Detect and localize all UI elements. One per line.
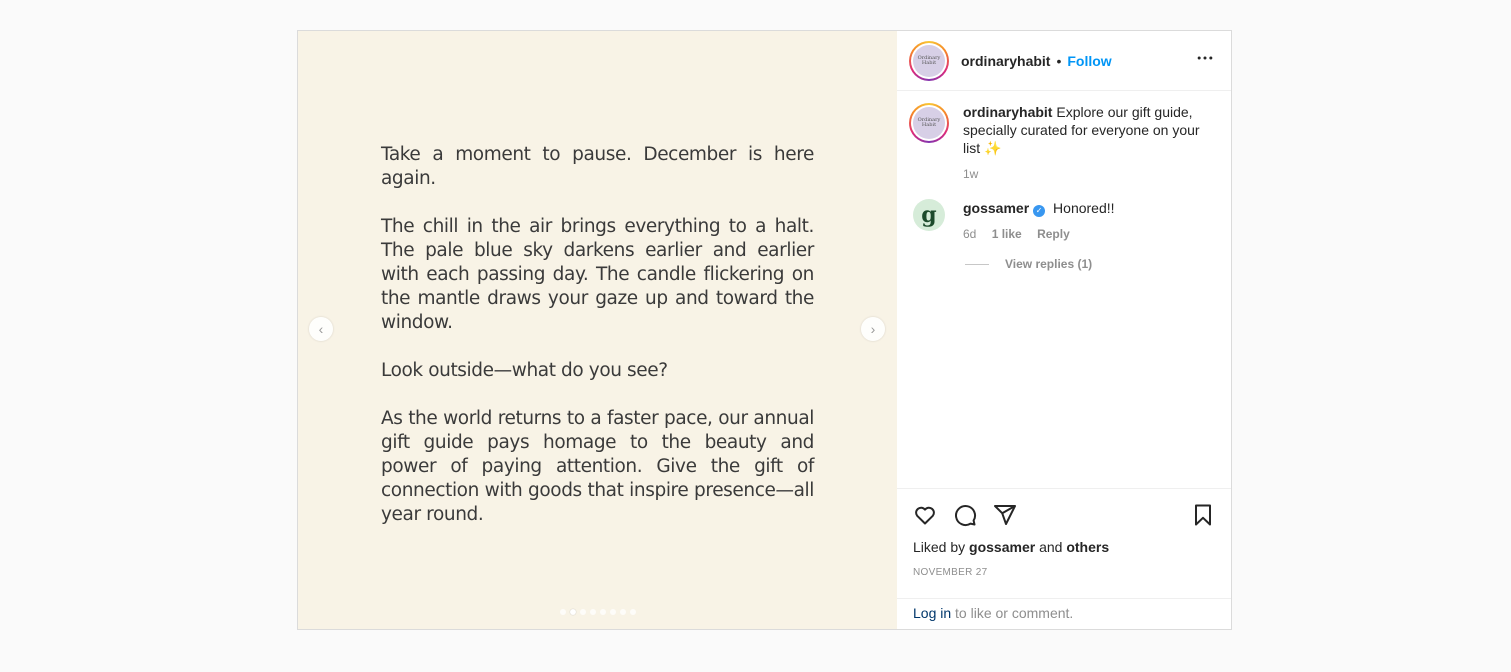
caption-time[interactable]: 1w	[963, 167, 979, 181]
actions-section	[897, 488, 1231, 598]
slide-indicator	[560, 609, 636, 615]
comments-section	[897, 91, 1231, 488]
liked-by	[913, 539, 1215, 555]
comment-username[interactable]: gossamer	[963, 200, 1030, 216]
separator-dot: •	[1056, 52, 1062, 69]
avatar[interactable]	[909, 41, 949, 81]
slide-dot	[630, 609, 636, 615]
slide-paragraph: The chill in the air brings everything to a halt. The pale blue sky darkens earlier and earlier with each passing day. The candle flickering on the mantle draws your gaze up and toward the window.	[381, 216, 814, 333]
comment-time[interactable]: 6d	[963, 227, 977, 241]
slide-paragraph: Look outside—what do you see?	[381, 360, 668, 381]
comment-meta	[963, 225, 1213, 243]
chevron-right-icon: ›	[870, 321, 876, 337]
verified-badge-icon: ✓	[1033, 205, 1045, 217]
slide-dot	[570, 609, 576, 615]
share-icon[interactable]	[993, 503, 1017, 527]
login-link[interactable]: Log in	[913, 605, 952, 621]
slide-paragraph: Take a moment to pause. December is here again.	[381, 144, 814, 189]
liked-by-others[interactable]: others	[1066, 539, 1110, 555]
slide-dot	[620, 609, 626, 615]
post-header	[897, 31, 1231, 91]
caption-username[interactable]: ordinaryhabit	[963, 104, 1053, 120]
slide-dot	[580, 609, 586, 615]
avatar-logo: Ordinary Habit	[913, 45, 945, 77]
post-media[interactable]	[298, 31, 897, 629]
header-username[interactable]: ordinaryhabit	[961, 52, 1051, 69]
liked-by-user[interactable]: gossamer	[969, 539, 1036, 555]
replies-divider	[965, 264, 989, 265]
caption-body	[963, 103, 1213, 183]
post-container	[297, 30, 1232, 630]
login-prompt	[897, 598, 1231, 629]
view-replies-button[interactable]	[965, 257, 1215, 271]
avatar-frame	[911, 43, 947, 79]
previous-slide-button[interactable]	[309, 317, 333, 341]
slide-dot	[610, 609, 616, 615]
reply-button[interactable]: Reply	[1037, 227, 1070, 241]
action-icons	[913, 497, 1215, 533]
slide-text	[381, 143, 814, 551]
bookmark-icon[interactable]	[1191, 503, 1215, 527]
avatar-frame	[911, 105, 947, 141]
liked-by-prefix: Liked by	[913, 539, 966, 555]
comment-icon[interactable]	[953, 503, 977, 527]
chevron-left-icon: ‹	[318, 321, 324, 337]
comment-text: Honored!!	[1053, 200, 1115, 216]
heart-icon[interactable]	[913, 503, 937, 527]
comment-body	[963, 199, 1213, 243]
slide-dot	[600, 609, 606, 615]
view-replies-label: View replies (1)	[1005, 257, 1093, 271]
caption-text: Explore our gift guide, specially curated for everyone on your list ✨	[963, 104, 1200, 156]
follow-button[interactable]: Follow	[1067, 52, 1112, 69]
comment-item	[909, 199, 1215, 243]
slide-paragraph: As the world returns to a faster pace, our annual gift guide pays homage to the beauty and power of paying attention. Give the gift of connection with goods that inspire presence—all year round.	[381, 408, 814, 525]
caption-avatar[interactable]	[909, 103, 949, 143]
post-date[interactable]: NOVEMBER 27	[913, 567, 988, 578]
slide-dot	[560, 609, 566, 615]
post-sidebar	[897, 31, 1231, 629]
login-rest: to like or comment.	[955, 605, 1074, 621]
comment-likes[interactable]: 1 like	[991, 227, 1022, 241]
slide-dot	[590, 609, 596, 615]
avatar-logo: Ordinary Habit	[913, 107, 945, 139]
more-options-icon[interactable]	[1195, 48, 1215, 73]
next-slide-button[interactable]	[861, 317, 885, 341]
caption	[909, 103, 1215, 183]
comment-avatar[interactable]: g	[913, 199, 945, 231]
caption-meta	[963, 165, 1213, 183]
liked-by-and: and	[1039, 539, 1063, 555]
